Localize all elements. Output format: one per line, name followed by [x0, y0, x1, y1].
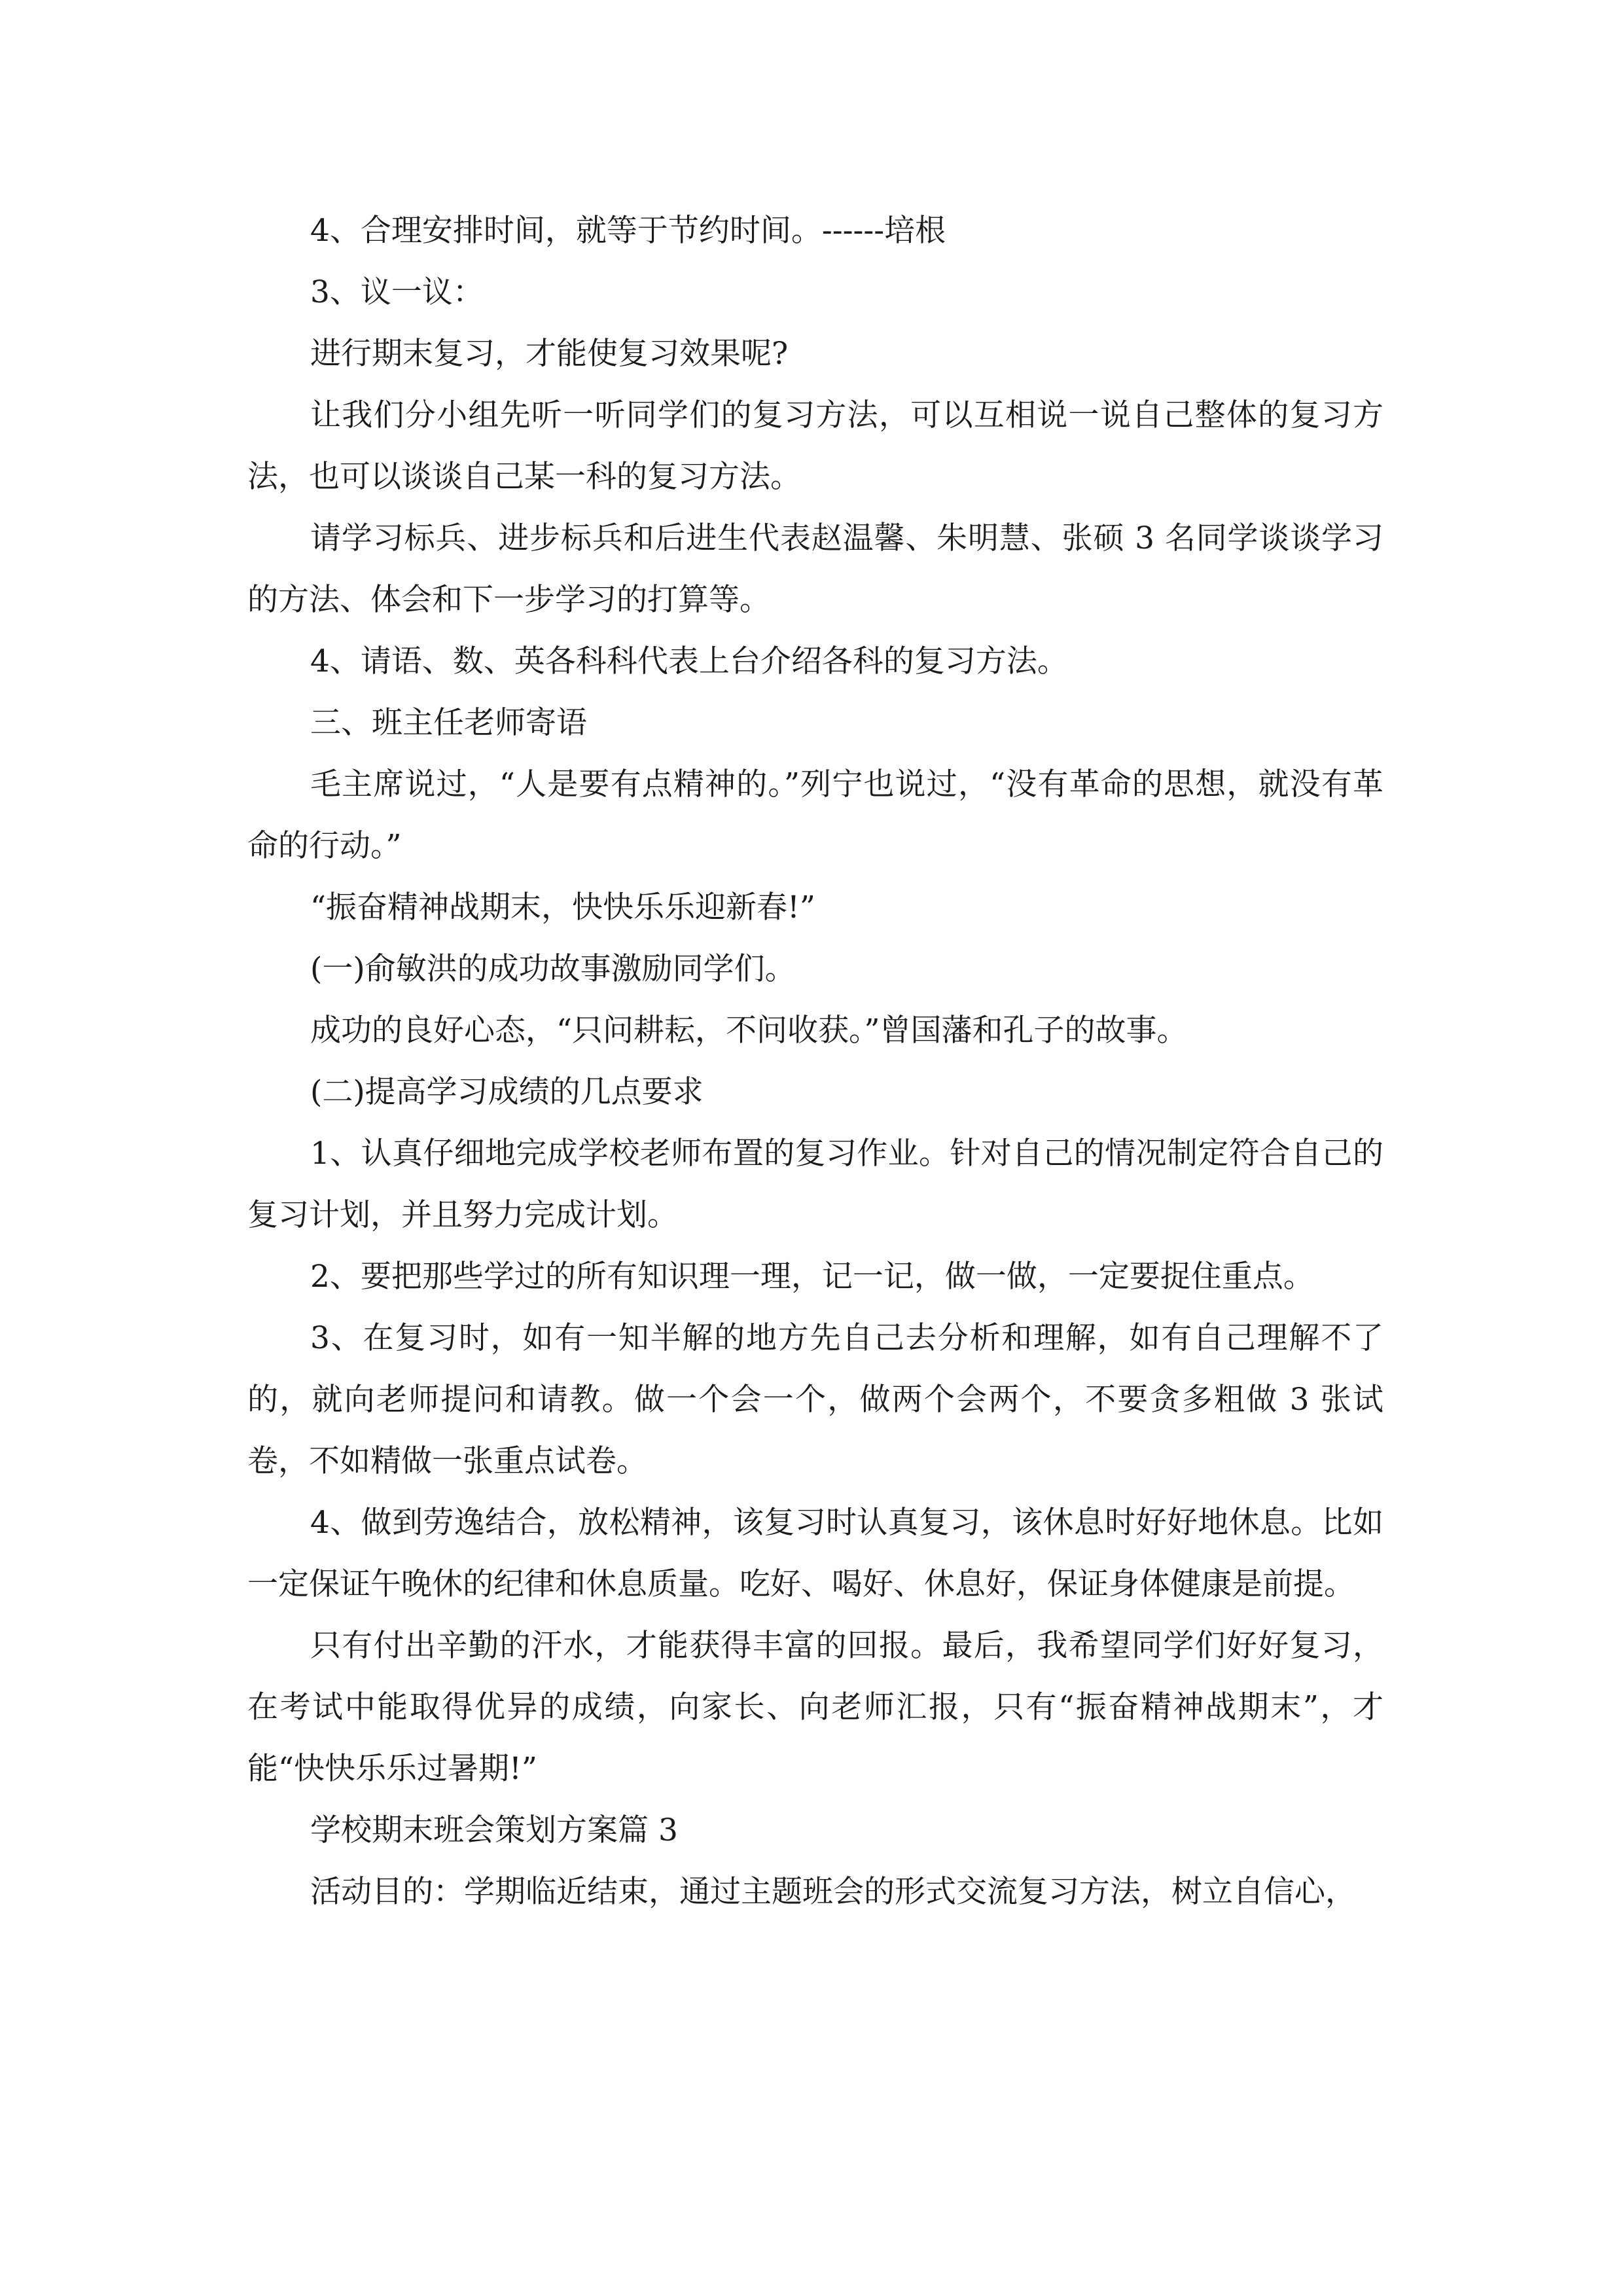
paragraph: (一)俞敏洪的成功故事激励同学们。 [310, 951, 796, 987]
paragraph: 4、做到劳逸结合，放松精神，该复习时认真复习，该休息时好好地休息。比如一定保证午晚休的纪律和休息质量。吃好、喝好、休息好，保证身体健康是前提。 [247, 1505, 1383, 1602]
paragraph: 让我们分小组先听一听同学们的复习方法，可以互相说一说自己整体的复习方法，也可以谈谈自己某一科的复习方法。 [247, 397, 1383, 495]
paragraph: 成功的良好心态，“只问耕耘，不问收获。”曾国藩和孔子的故事。 [310, 1013, 1188, 1049]
paragraph: 毛主席说过，“人是要有点精神的。”列宁也说过，“没有革命的思想，就没有革命的行动。” [247, 766, 1383, 864]
paragraph: (二)提高学习成绩的几点要求 [310, 1074, 704, 1110]
paragraph: 4、合理安排时间，就等于节约时间。------培根 [310, 213, 946, 249]
paragraph: 活动目的：学期临近结束，通过主题班会的形式交流复习方法，树立自信心， [310, 1874, 1356, 1910]
paragraph: “振奋精神战期末，快快乐乐迎新春!” [310, 889, 815, 925]
paragraph: 请学习标兵、进步标兵和后进生代表赵温馨、朱明慧、张硕 3 名同学谈谈学习的方法、体会和下一步学习的打算等。 [247, 520, 1383, 618]
paragraph: 3、在复习时，如有一知半解的地方先自己去分析和理解，如有自己理解不了的，就向老师提问和请教。做一个会一个，做两个会两个，不要贪多粗做 3 张试卷，不如精做一张重点试卷。 [247, 1320, 1383, 1479]
paragraph: 2、要把那些学过的所有知识理一理，记一记，做一做，一定要捉住重点。 [310, 1259, 1314, 1295]
paragraph: 3、议一议： [310, 274, 484, 310]
paragraph: 4、请语、数、英各科科代表上台介绍各科的复习方法。 [310, 643, 1068, 679]
section-heading: 学校期末班会策划方案篇 3 [310, 1812, 678, 1848]
paragraph: 进行期末复习，才能使复习效果呢? [310, 336, 789, 372]
section-heading: 三、班主任老师寄语 [310, 705, 587, 741]
paragraph: 只有付出辛勤的汗水，才能获得丰富的回报。最后，我希望同学们好好复习，在考试中能取得优异的成绩，向家长、向老师汇报，只有“振奋精神战期末”，才能“快快乐乐过暑期!” [247, 1628, 1383, 1787]
paragraph: 1、认真仔细地完成学校老师布置的复习作业。针对自己的情况制定符合自己的复习计划，并且努力完成计划。 [247, 1136, 1383, 1233]
document-body [247, 200, 1383, 1923]
